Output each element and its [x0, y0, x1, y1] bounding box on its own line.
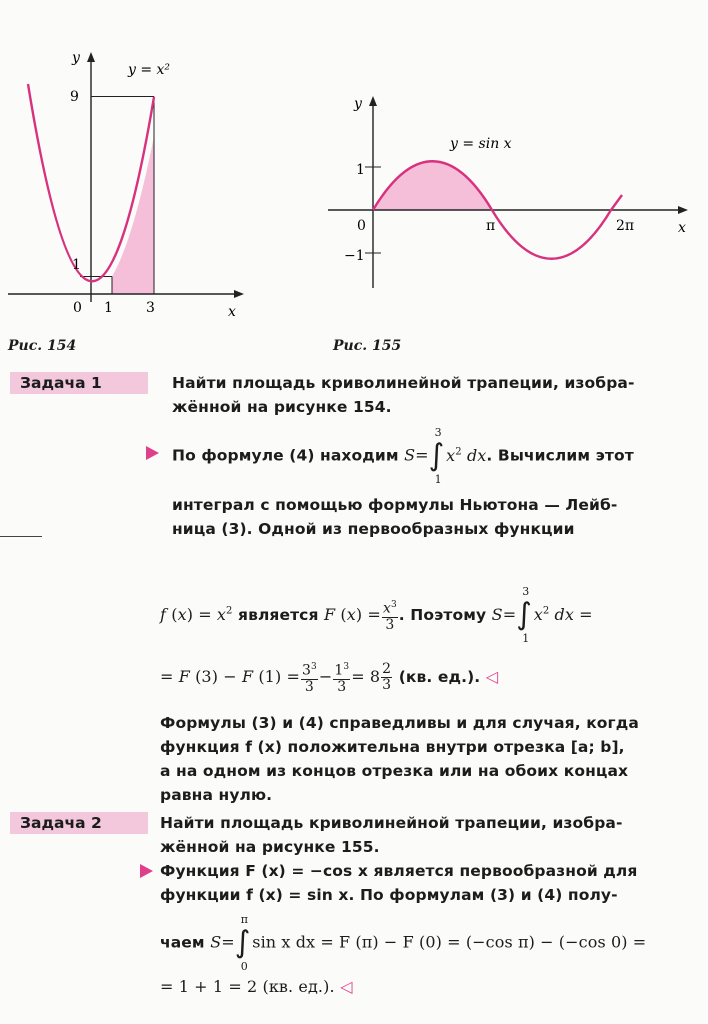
task1-result-line: = F (3) − F (1) = $\frac{3^3}{3}$ − $\frac{1^3}{3}$ = 8 $\frac{2}{3}$ (кв. ед.). ◁: [160, 660, 499, 695]
task1-line5: ница (3). Одной из первообразных функции: [172, 520, 575, 538]
tick-pi: π: [486, 218, 496, 234]
task2-s4-text: = 1 + 1 = 2 (кв. ед.).: [160, 977, 335, 996]
tick-2pi: 2π: [616, 218, 635, 234]
task2-s3-text-b: sin x dx = F (π) − F (0) = (−cos π) − (−cos 0) =: [252, 932, 647, 952]
task1-f-text-a: является: [238, 605, 319, 624]
tick-0-154: 0: [73, 300, 82, 316]
axis-x-label-154: x: [228, 304, 236, 320]
end-of-solution-icon-2: ◁: [340, 977, 353, 996]
shaded-area-154: [112, 137, 154, 295]
task2-label: Задача 2: [10, 812, 148, 834]
caption-fig-154: Рис. 154: [8, 338, 77, 354]
task2-statement-line2: жённой на рисунке 155.: [160, 838, 380, 856]
tick-9: 9: [70, 89, 79, 105]
end-of-solution-icon: ◁: [485, 666, 499, 686]
tick-1-x: 1: [104, 300, 113, 316]
task1-solution-text-a: По формуле (4) находим: [172, 446, 399, 465]
task1-solution-line: По формуле (4) находим S=∫ 3 1 $x^2$ dx. Вычислим этот: [172, 426, 634, 486]
figure-154: [0, 40, 270, 320]
task2-solution-line4: [160, 976, 353, 998]
curve-label-154: y = x²: [128, 62, 171, 78]
task2-statement-line1: Найти площадь криволинейной трапеции, изобра-: [160, 814, 623, 832]
task2-solution-line3: чаем S=∫ π 0 sin x dx = F (π) − F (0) = (−cos π) − (−cos 0) =: [160, 913, 647, 973]
task1-result-units: (кв. ед.).: [398, 667, 481, 686]
axis-x-label-155: x: [678, 220, 686, 236]
figure-155: [320, 90, 700, 290]
task2-solution-line1: Функция F (x) = −cos x является первообразной для: [160, 862, 638, 880]
solution-marker-icon: [146, 446, 159, 460]
task1-statement-line1: Найти площадь криволинейной трапеции, изобра-: [172, 374, 635, 392]
axis-y-label-155: y: [354, 96, 362, 112]
note-line3: а на одном из концов отрезка или на обоих концах: [160, 762, 629, 780]
task2-s3-text-a: чаем: [160, 933, 205, 952]
note-line4: равна нулю.: [160, 786, 273, 804]
axis-y-label-154: y: [72, 50, 80, 66]
integral-sign: ∫ 3 1: [428, 426, 445, 486]
task1-f-text-b: . Поэтому: [398, 605, 487, 624]
tick-1-155: 1: [356, 162, 365, 178]
task1-statement-line2: жённой на рисунке 154.: [172, 398, 392, 416]
tick-3: 3: [146, 300, 155, 316]
curve-label-155: y = sin x: [450, 136, 512, 152]
note-line1: Формулы (3) и (4) справедливы и для случая, когда: [160, 714, 639, 732]
task1-antiderivative-line: f $(x) = x^2$ является F (x) = $\frac{x^3}{3}$ . Поэтому S=∫ 3 1 $x^2$ dx =: [160, 585, 593, 646]
tick-1-y: 1: [72, 257, 81, 273]
task1-label: Задача 1: [10, 372, 148, 394]
solution-marker-icon-2: [140, 864, 153, 878]
task2-solution-line2: функции f (x) = sin x. По формулам (3) и (4) полу-: [160, 886, 618, 904]
tick-m1-155: −1: [344, 248, 365, 264]
note-line2: функция f (x) положительна внутри отрезка [a; b],: [160, 738, 625, 756]
task1-solution-text-b: . Вычислим этот: [486, 446, 634, 465]
caption-fig-155: Рис. 155: [333, 338, 402, 354]
task1-line4: интеграл с помощью формулы Ньютона — Лейб-: [172, 496, 618, 514]
tick-0-155: 0: [357, 218, 366, 234]
margin-rule: [0, 536, 42, 537]
